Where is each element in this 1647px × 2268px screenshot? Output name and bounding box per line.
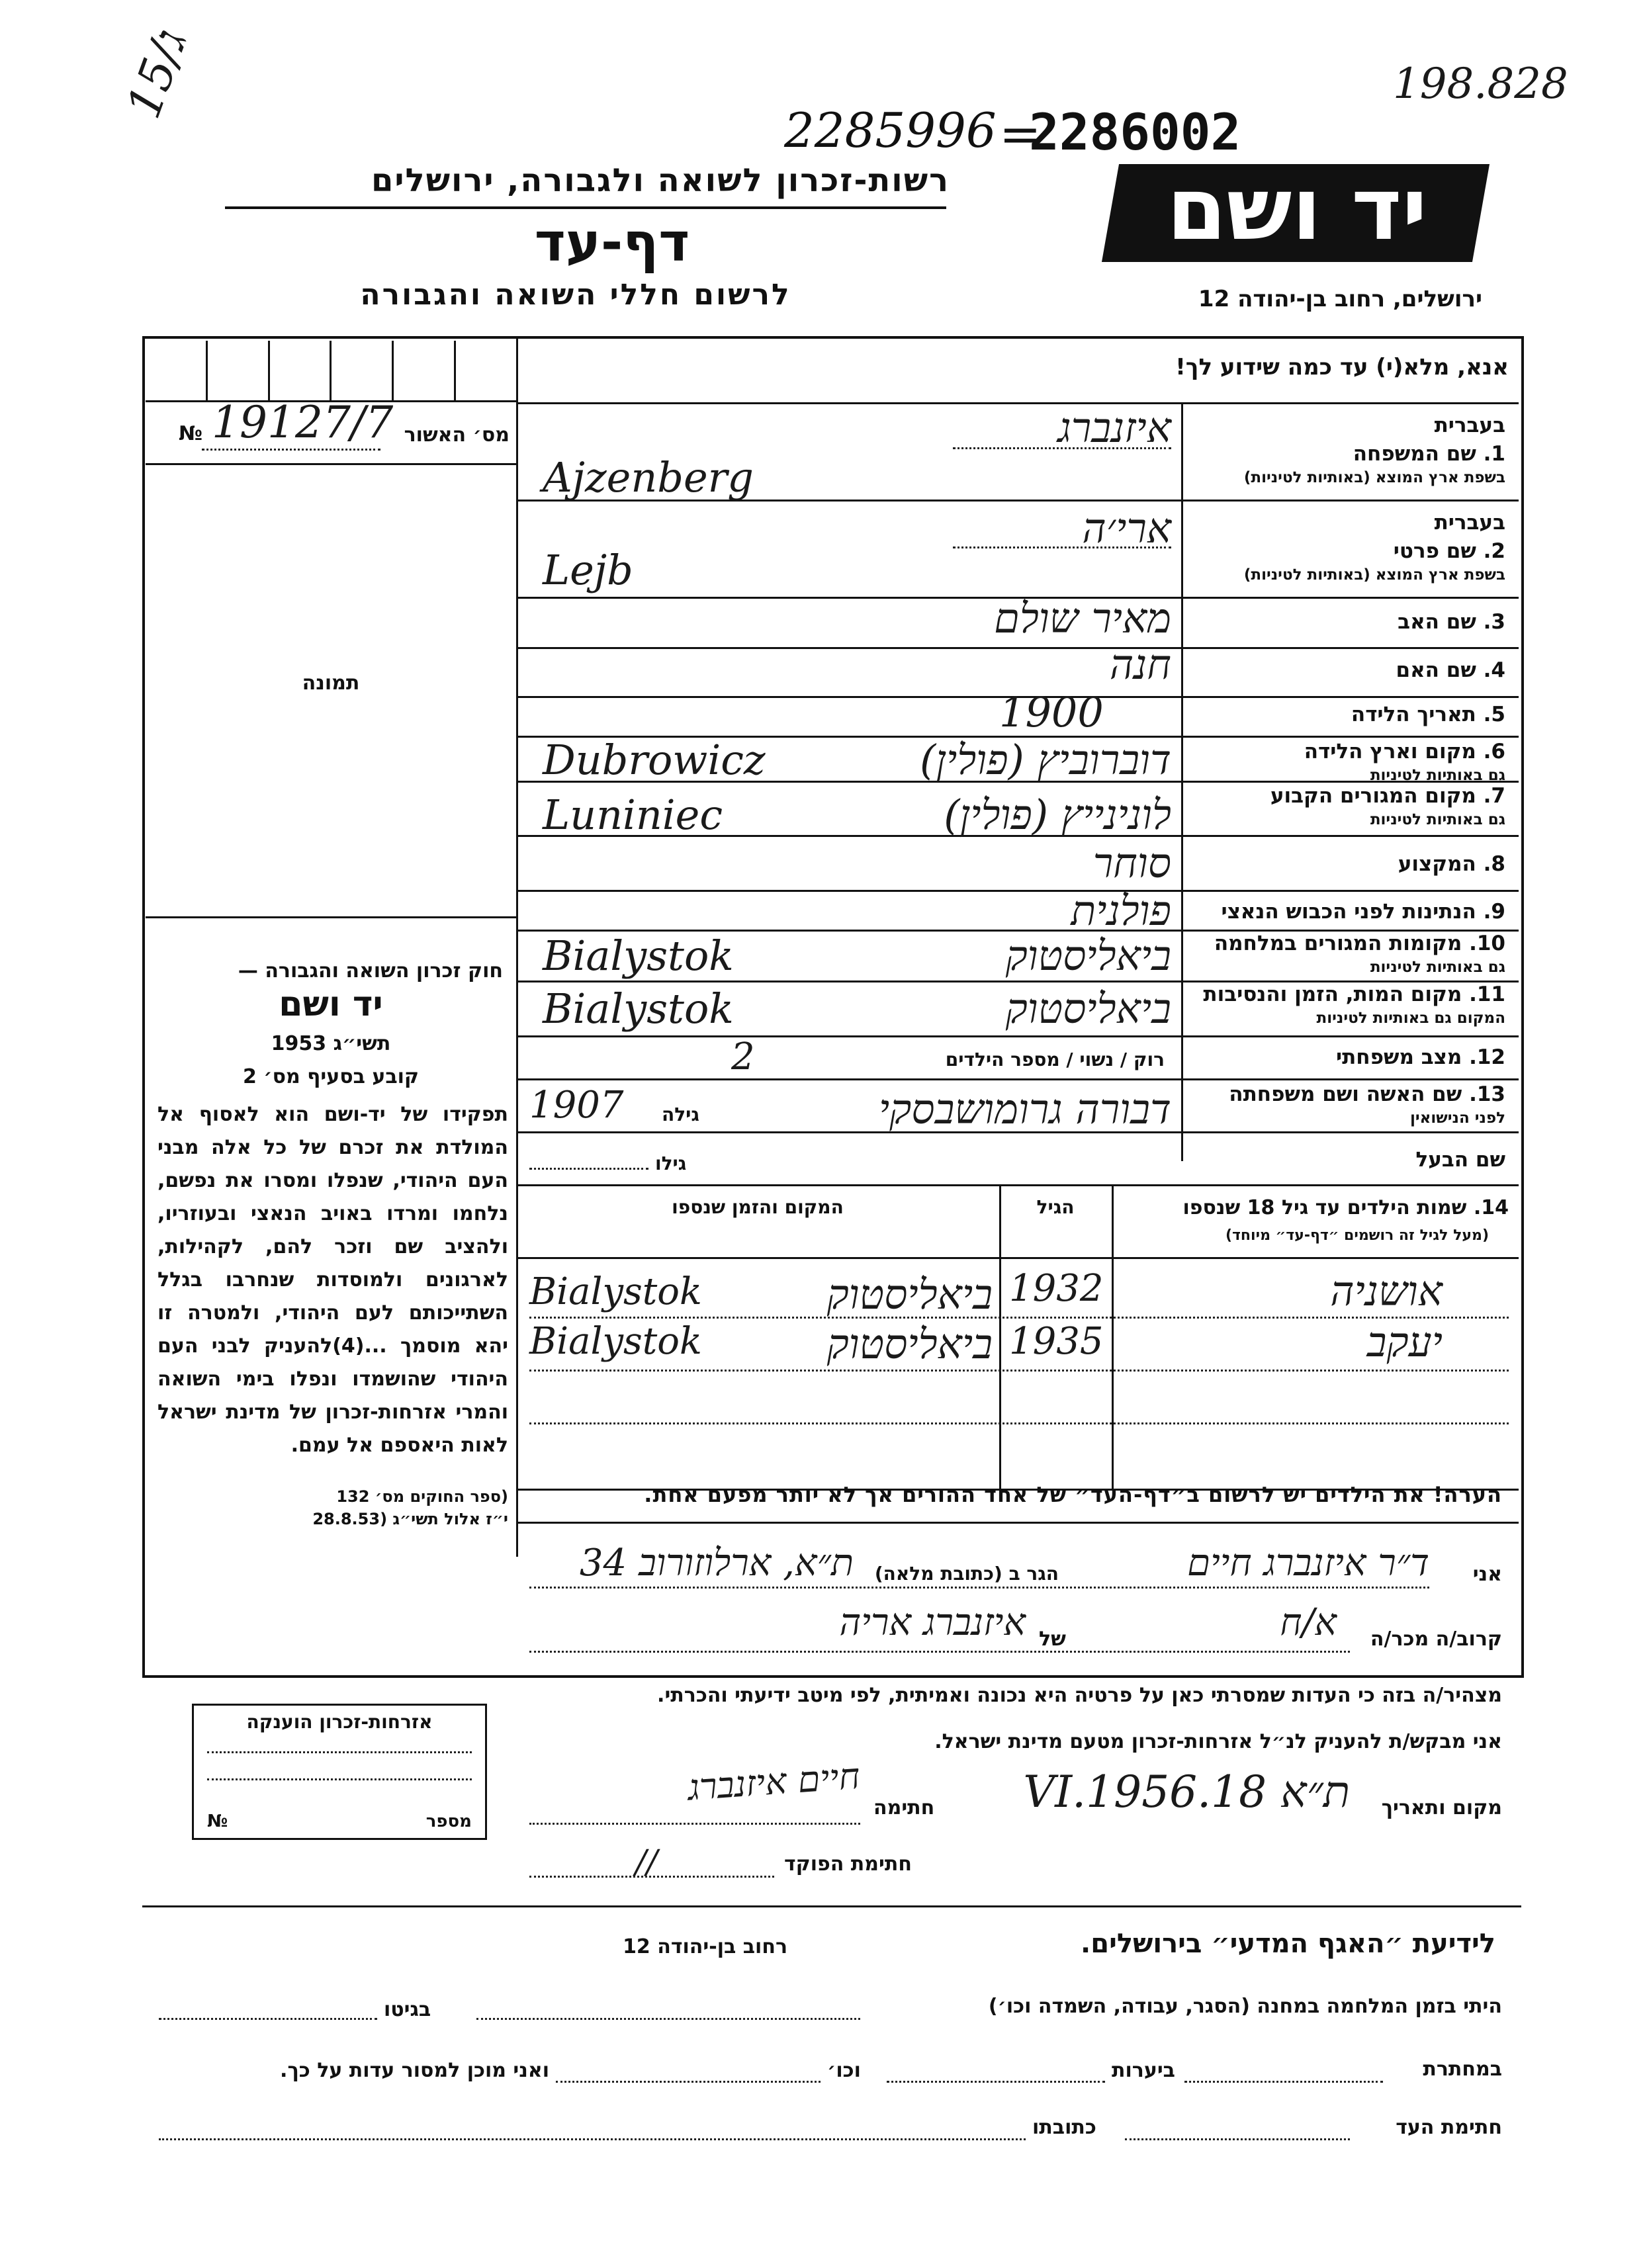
child-line-3 [529, 1422, 1509, 1424]
bottom-line2-c: וכו׳ [827, 2059, 861, 2082]
row-label-2: 2. שם פרטי בשפת ארץ המוצא (באותיות לטיניות) [1243, 539, 1505, 584]
row-label-3: 3. שם האב [1398, 610, 1505, 634]
approval-no-symbol: № [179, 422, 203, 445]
wife-age-label: גילה [662, 1104, 699, 1125]
row-value-1-latin[interactable]: Ajzenberg [543, 453, 754, 502]
row-value-6-latin[interactable]: Dubrowicz [543, 736, 766, 784]
citizenship-number-symbol: № [207, 1811, 228, 1831]
org-name: רשות-זכרון לשואה ולגבורה, ירושלים [371, 162, 950, 199]
row-divider [516, 1078, 1519, 1080]
row-value-8[interactable]: סוחר [1092, 839, 1171, 887]
child-2-place-latin[interactable]: Bialystok [529, 1320, 702, 1363]
logo-text: יד ושם [1167, 159, 1427, 259]
left-column-divider [516, 336, 518, 1557]
law-ref2: י״ז אלול תשי״ג (28.8.53 [312, 1510, 508, 1528]
child-2-place-hebrew[interactable]: ביאליסטוק [826, 1320, 993, 1368]
wife-name[interactable]: דבורה גרומושבסקי [878, 1085, 1171, 1133]
row-value-10-hebrew[interactable]: ביאליסטוק [1005, 932, 1171, 980]
citizenship-line [207, 1751, 472, 1753]
row-value-3[interactable]: מאיר שולם [994, 594, 1171, 642]
bottom-line2-b: ביערות [1112, 2059, 1175, 2082]
law-line1: חוק זכרון השואה והגבורה — [238, 959, 503, 982]
checkbox-row [146, 341, 516, 400]
reference-number-2: 2286002 [1029, 103, 1241, 161]
checkbox[interactable] [208, 341, 270, 400]
approval-divider [146, 463, 516, 465]
officer-line [529, 1876, 774, 1878]
form-title: דף-עד [534, 212, 690, 273]
row-label-1: 1. שם המשפחה בשפת ארץ המוצא (באותיות לטיניות) [1243, 442, 1505, 486]
child-1-age[interactable]: 1932 [1009, 1267, 1104, 1310]
children-header: 14. שמות הילדים עד גיל 18 שנספו [1182, 1196, 1509, 1219]
bottom-line1-b: בגיטו [384, 1998, 431, 2021]
row-value-7-hebrew[interactable]: לונינייץ (פולין) [944, 791, 1171, 839]
checkbox[interactable] [146, 341, 208, 400]
declarant-name[interactable]: ד״ר איזנברג חיים [1187, 1542, 1429, 1585]
signature-value[interactable]: חיים איזנברג [686, 1755, 862, 1809]
child-2-name[interactable]: יעקב [1366, 1318, 1443, 1366]
row-value-11-latin[interactable]: Bialystok [543, 984, 734, 1033]
marital-options: רוק / נשוי / מספר הילדים [945, 1049, 1165, 1070]
place-date-value[interactable]: ת״א 18.VI.1956 [1023, 1766, 1350, 1817]
wife-age[interactable]: 1907 [529, 1084, 624, 1127]
row-value-1-hebrew[interactable]: איזנברג [1057, 404, 1171, 452]
row-value-10-latin[interactable]: Bialystok [543, 932, 734, 980]
photo-label: תמונה [302, 672, 360, 695]
checkbox[interactable] [332, 341, 394, 400]
relative-line [529, 1651, 1350, 1653]
officer-label: חתימת הפוקד [784, 1853, 912, 1876]
org-underline [225, 206, 946, 209]
row-value-9[interactable]: פולנית [1071, 887, 1171, 935]
row-divider [516, 1184, 1519, 1186]
bottom-line3-a: חתימת העד [1396, 2116, 1502, 2139]
children-divider-1 [999, 1184, 1001, 1489]
place-header: המקום והזמן שנספו [672, 1196, 844, 1218]
reference-number-1: 2285996 [784, 103, 997, 158]
children-divider-2 [1112, 1184, 1114, 1489]
hebrew-label-1: בעברית [1434, 414, 1505, 437]
declarant-label: אני [1472, 1563, 1502, 1586]
row-label-7: 7. מקום המגורים הקבוע גם באותיות לטיניות [1270, 784, 1505, 828]
address-label: הגר ב (כתובת מלאה) [874, 1563, 1059, 1585]
of-label: של [1039, 1628, 1066, 1651]
row-label-10: 10. מקומות המגורים במלחמה גם באותיות לטיניות [1214, 932, 1505, 976]
children-header-divider [516, 1257, 1519, 1259]
declarant-address[interactable]: ת״א, ארלוזורוב 34 [579, 1542, 854, 1585]
citizenship-title: אזרחות-זכרון הוענקה [246, 1711, 433, 1733]
husband-age-line [529, 1168, 648, 1170]
intro-text: אנא, מלא(י) עד כמה שידוע לך! [1175, 354, 1509, 380]
statement-text: מצהיר/ה בזה כי העדות שמסרתי כאן על פרטיה היא נכונה ואמיתית, לפי מיטב ידיעתי והכרתי. [657, 1684, 1502, 1707]
row-label-5: 5. תאריך הלידה [1351, 703, 1505, 726]
place-date-label: מקום ותאריך [1381, 1796, 1502, 1819]
bottom-forest-field[interactable] [887, 2081, 1105, 2083]
bottom-line2-d: ואני מוכן למסור עדות על כך. [280, 2059, 549, 2082]
row-value-11-hebrew[interactable]: ביאליסטוק [1005, 984, 1171, 1033]
citizenship-number-label: מספר [425, 1811, 472, 1831]
bottom-address: רחוב בן-יהודה 12 [623, 1935, 787, 1958]
relative-value[interactable]: א/ח [1280, 1601, 1337, 1644]
reference-equals: = [999, 105, 1042, 163]
row-value-4[interactable]: חנה [1109, 640, 1171, 689]
checkbox[interactable] [270, 341, 332, 400]
bottom-address-field[interactable] [159, 2138, 1026, 2140]
corner-mark-left: 15/ג [116, 22, 199, 126]
signature-line [529, 1823, 860, 1825]
declarant-line [529, 1587, 1429, 1589]
law-year: תשי״ג 1953 [271, 1032, 391, 1055]
bottom-divider [142, 1905, 1521, 1907]
checkbox[interactable] [394, 341, 456, 400]
note-text: הערה! את הילדים יש לרשום ב״דף-העד״ של אחד ההורים אך לא יותר מפעם אחת. [644, 1482, 1502, 1507]
row-value-2-hebrew[interactable]: ארי׳ה [1082, 504, 1171, 552]
citizenship-line [207, 1778, 472, 1780]
photo-divider [146, 916, 516, 918]
request-text: אני מבקש/ת להעניק לנ״ל אזרחות-זכרון מטעם מדינת ישראל. [934, 1730, 1502, 1753]
row-label-13: 13. שם האשה ושם משפחתה לפני הנישואין [1229, 1082, 1505, 1127]
child-1-place-latin[interactable]: Bialystok [529, 1270, 702, 1313]
hebrew-label-2: בעברית [1434, 511, 1505, 535]
of-value[interactable]: איזנברג אריה [839, 1601, 1026, 1644]
approval-number: 19127/7 [212, 397, 394, 448]
child-2-age[interactable]: 1935 [1009, 1320, 1104, 1363]
child-1-place-hebrew[interactable]: ביאליסטוק [826, 1270, 993, 1319]
corner-mark-right: 198.828 [1393, 60, 1568, 109]
row-value-6-hebrew[interactable]: דוברוביץ (פולין) [920, 736, 1171, 784]
header-address: ירושלים, רחוב בן-יהודה 12 [1198, 286, 1482, 312]
bottom-line3-b: כתובתו [1032, 2116, 1096, 2139]
citizenship-box [192, 1704, 487, 1840]
row-label-4: 4. שם האם [1396, 658, 1505, 682]
husband-age-label: גילו [655, 1153, 687, 1174]
officer-value[interactable]: // [635, 1843, 658, 1881]
signature-label: חתימה [873, 1796, 935, 1819]
children-count[interactable]: 2 [731, 1035, 755, 1078]
row-line-1 [953, 447, 1171, 449]
children-subheader: (מעל לגיל זה רושמים ״דף-עד״ מיוחד) [1225, 1227, 1489, 1244]
approval-line [202, 449, 380, 451]
row-divider [516, 1035, 1519, 1037]
child-line-2 [529, 1370, 1509, 1372]
law-text: תפקידו של יד-ושם הוא לאסוף אל המולדת את זכרם של כל אלה מבני העם היהודי, שנפלו ומסרו את נפשם, נלחמו ומרדו באויב הנאצי ובעוזריו, ולהציב שם וזכר להם, לקהילות, לארגונים ולמוסדות שנחרבו בגלל השתייכותם לעם היהודי, ולמטרה זו יהא מוסמך ...(4)להעניק לבני העם היהודי שהושמדו ונפלו בימי השואה והמרי אזרחות-זכרון של מדינת ישראל לאות היאספם אל עמם. [157, 1103, 508, 1457]
bottom-underground-field[interactable] [1184, 2081, 1383, 2083]
row-value-2-latin[interactable]: Lejb [543, 546, 633, 594]
bottom-ghetto-field[interactable] [159, 2018, 377, 2020]
note-divider [516, 1522, 1519, 1524]
row-line-2 [953, 546, 1171, 548]
approval-label: מס׳ האשור [404, 423, 510, 447]
row-label-11: 11. מקום המות, הזמן והנסיבות המקום גם באותיות לטיניות [1203, 982, 1505, 1027]
checkbox[interactable] [456, 341, 516, 400]
law-ref1: (ספר החוקים מס׳ 132 [336, 1487, 508, 1506]
law-name: יד ושם [279, 984, 383, 1024]
row-value-5[interactable]: 1900 [999, 688, 1104, 736]
bottom-etc-field[interactable] [556, 2081, 821, 2083]
husband-label: שם הבעל [1415, 1148, 1505, 1172]
child-1-name[interactable]: אושניה [1330, 1267, 1443, 1315]
row-label-6: 6. מקום וארץ הלידה גם באותיות לטיניות [1304, 740, 1505, 784]
bottom-title: לידיעת ״האגף המדעי״ בירושלים. [1081, 1929, 1495, 1959]
row-label-8: 8. המקצוע [1398, 852, 1505, 876]
age-header: הגיל [1036, 1196, 1075, 1218]
bottom-line1-field[interactable] [476, 2018, 860, 2020]
row-label-12: 12. מצב משפחתי [1335, 1045, 1505, 1069]
row-label-9: 9. הנתינות לפני הכבוש הנאצי [1221, 900, 1505, 924]
relative-label: קרוב/ה מכר/ה [1370, 1628, 1502, 1651]
law-section: קובע בסעיף מס׳ 2 [242, 1065, 420, 1088]
bottom-line1-a: היתי בזמן המלחמה במחנה (הסגר, עבודה, השמדה וכו׳) [988, 1995, 1502, 2018]
row-value-7-latin[interactable]: Luniniec [543, 791, 723, 839]
form-subtitle: לרשום חללי השואה והגבורה [360, 278, 791, 312]
bottom-sign-field[interactable] [1125, 2138, 1350, 2140]
bottom-line2-a: במחתרת [1423, 2058, 1502, 2081]
